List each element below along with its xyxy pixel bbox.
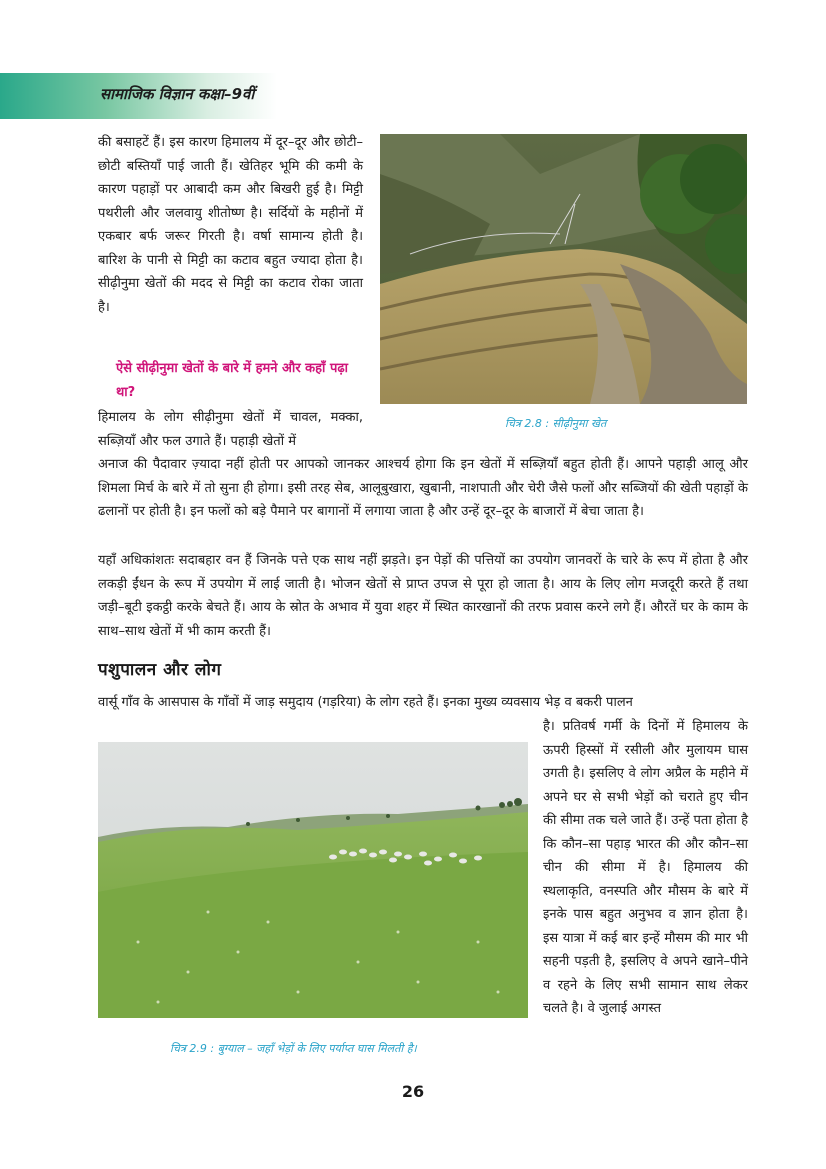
paragraph-pastoral-side: है। प्रतिवर्ष गर्मी के दिनों में हिमालय के ऊपरी हिस्सों में रसीली और मुलायम घास उगती है। इसलिए वे लोग अप्रैल के महीने में अपने घर से सभी भेड़ों को चराते हुए चीन की सीमा तक चले जाते हैं। उन्हें पता होता है कि कौन–सा पहाड़ भारत की और कौन–सा चीन की सीमा में है। हिमालय की स्थलाकृति, वनस्पति और मौसम के बारे में इनके पास बहुत अनुभव व ज्ञान होता है। इस यात्रा में कई बार इन्हें मौसम की मार भी सहनी पड़ती है, इसलिए वे अपने खाने–पीने व रहने के लिए सभी सामान साथ लेकर चलते है। वे जुलाई अगस्त (543, 719, 748, 1016)
section-heading: पशुपालन और लोग (98, 660, 222, 680)
paragraph-crops-start: हिमालय के लोग सीढ़ीनुमा खेतों में चावल, मक्का, सब्ज़ियाँ और फल उगाते हैं। पहाड़ी खेतों में (98, 410, 363, 449)
terrace-fields-photo (380, 134, 747, 404)
bugyal-meadow-photo (98, 742, 528, 1018)
page-number: 26 (401, 1082, 425, 1101)
terrace-fields-illustration (380, 134, 747, 404)
figure-2-8-caption: चित्र 2.8 : सीढ़ीनुमा खेत (505, 417, 607, 430)
question-heading: ऐसे सीढ़ीनुमा खेतों के बारे में हमने और कहाँ पढ़ा था? (116, 361, 349, 400)
paragraph-pastoral-first: वार्सू गाँव के आसपास के गाँवों में जाड़ समुदाय (गड़रिया) के लोग रहते हैं। इनका मुख्य व्यवसाय भेड़ व बकरी पालन (98, 695, 633, 710)
figure-2-9-caption: चित्र 2.9 : बुग्याल – जहाँ भेड़ों के लिए पर्याप्त घास मिलती है। (170, 1042, 417, 1055)
bugyal-meadow-illustration (98, 742, 528, 1018)
paragraph-forest: यहाँ अधिकांशतः सदाबहार वन हैं जिनके पत्ते एक साथ नहीं झड़ते। इन पेड़ों की पत्तियों का उपयोग जानवरों के चारे के रूप में होता है और लकड़ी ईंधन के रूप में उपयोग में लाई जाती है। भोजन खेतों से प्राप्त उपज से पूरा हो जाता है। आय के लिए लोग मजदूरी करते हैं तथा जड़ी–बूटी इकट्ठी करके बेचते हैं। आय के स्रोत के अभाव में युवा शहर में स्थित कारखानों की तरफ प्रवास करने लगे हैं। औरतें घर के काम के साथ–साथ खेतों में भी काम करती हैं। (98, 553, 748, 639)
paragraph-crops-rest: अनाज की पैदावार ज़्यादा नहीं होती पर आपको जानकर आश्चर्य होगा कि इन खेतों में सब्ज़ियाँ बहुत होती हैं। आपने पहाड़ी आलू और शिमला मिर्च के बारे में तो सुना ही होगा। इसी तरह सेब, आलूबुखारा, खुबानी, नाशपाती और चेरी जैसे फलों और सब्जियों की खेती पहाड़ों के ढलानों पर होती है। इन फलों को बड़े पैमाने पर बागानों में लगाया जाता है और उन्हें दूर–दूर के बाजारों में बेचा जाता है। (98, 457, 748, 519)
header-title: सामाजिक विज्ञान कक्षा–9वीं (100, 85, 255, 103)
paragraph-top: की बसाहटें हैं। इस कारण हिमालय में दूर–दूर और छोटी–छोटी बस्तियाँ पाई जाती हैं। खेतिहर भूमि की कमी के कारण पहाड़ों पर आबादी कम और बिखरी हुई है। मिट्टी पथरीली और जलवायु शीतोष्ण है। सर्दियों के महीनों में एकबार बर्फ जरूर गिरती है। वर्षा सामान्य होती है। बारिश के पानी से मिट्टी का कटाव बहुत ज्यादा होता है। सीढ़ीनुमा खेतों की मदद से मिट्टी का कटाव रोका जाता है। (98, 135, 363, 315)
